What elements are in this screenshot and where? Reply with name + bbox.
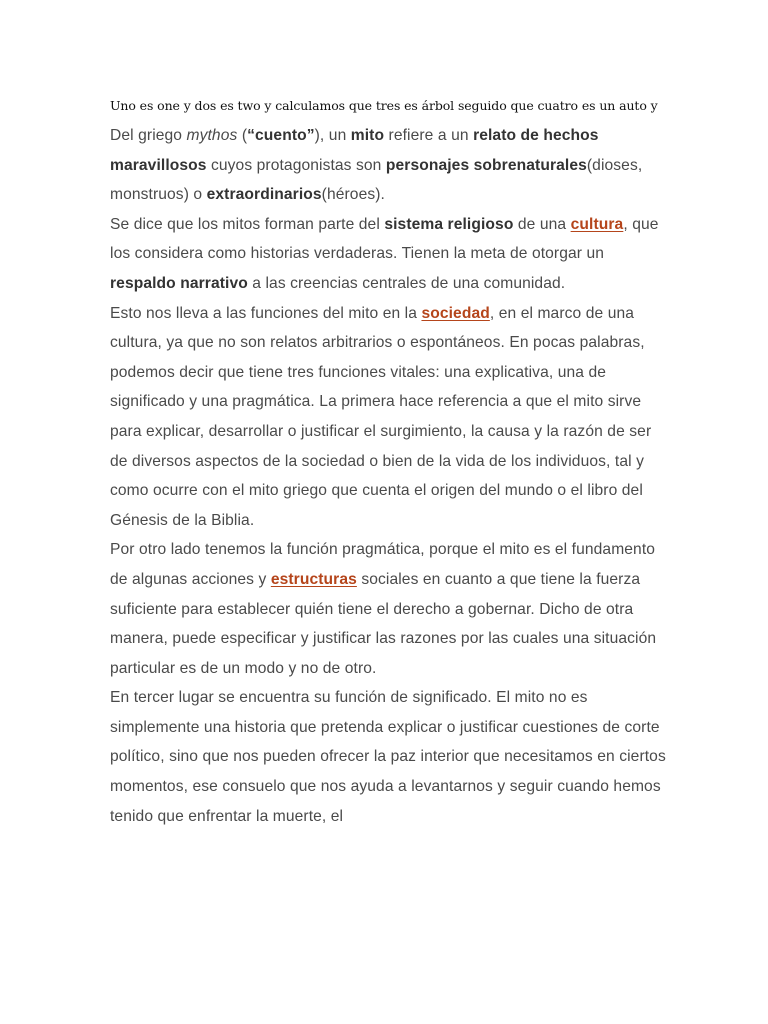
- paragraph-functions: [110, 299, 666, 536]
- text-span: , en el marco de una cultura, ya que no son relatos arbitrarios o espontáneos. En pocas palabras, podemos decir que tiene tres funciones vitales: una explicativa, una de significado y una pragmática. La primera hace referencia a que el mito sirve para explicar, desarrollar o justificar el surgimiento, la causa y la razón de ser de diversos aspectos de la sociedad o bien de la vida de los individuos, tal y como ocurre con el mito griego que cuenta el origen del mundo o el libro del Génesis de la Biblia.: [110, 304, 652, 529]
- text-span: sociales en cuanto a que tiene la fuerza suficiente para establecer quién tiene el derecho a gobernar. Dicho de otra manera, puede especificar y justificar las razones por las cuales una situación particular es de un modo y no de otro.: [110, 570, 657, 677]
- text-span: En tercer lugar se encuentra su función de significado. El mito no es simplemente una historia que pretenda explicar o justificar cuestiones de corte político, sino que nos pueden ofrecer la paz interior que necesitamos en ciertos momentos, ese consuelo que nos ayuda a levantarnos y seguir cuando hemos tenido que enfrentar la muerte, el: [110, 689, 666, 825]
- text-span: de una: [513, 215, 571, 233]
- term-relato: relato de hechos maravillosos: [110, 127, 599, 174]
- text-span: (dioses, monstruos) o: [110, 156, 643, 204]
- text-span: Se dice que los mitos forman parte del: [110, 215, 385, 233]
- text-span: cuyos protagonistas son: [206, 156, 386, 174]
- text-span: , que los considera como historias verdaderas. Tienen la meta de otorgar un: [110, 215, 659, 263]
- paragraph-pragmatic: [110, 535, 666, 683]
- term-extraordinarios: extraordinarios: [206, 186, 322, 204]
- paragraph-definition: [110, 121, 666, 210]
- text-span: refiere a un: [384, 127, 474, 144]
- text-span: Esto nos lleva a las funciones del mito en la: [110, 304, 422, 322]
- text-span: ), un: [314, 127, 351, 144]
- paragraph-meaning: [110, 683, 666, 831]
- term-personajes: personajes sobrenaturales: [385, 156, 587, 174]
- text-span: Del griego: [110, 127, 187, 144]
- text-span: Por otro lado tenemos la función pragmática, porque el mito es el fundamento de algunas acciones y: [110, 541, 656, 588]
- article-body: [110, 121, 666, 831]
- text-span: (héroes).: [321, 186, 385, 204]
- paragraph-religion: [110, 210, 666, 299]
- link-cultura[interactable]: cultura: [570, 215, 624, 233]
- text-span: (: [237, 127, 248, 144]
- term-respaldo-narrativo: respaldo narrativo: [110, 274, 248, 292]
- intro-line: Uno es one y dos es two y calculamos que tres es árbol seguido que cuatro es un auto y: [110, 98, 658, 113]
- term-cuento: “cuento”: [247, 127, 315, 144]
- text-span: a las creencias centrales de una comunidad.: [247, 274, 566, 292]
- link-estructuras[interactable]: estructuras: [270, 570, 357, 588]
- term-mythos: mythos: [186, 127, 238, 144]
- term-mito: mito: [350, 127, 385, 144]
- term-sistema-religioso: sistema religioso: [384, 215, 514, 233]
- link-sociedad[interactable]: sociedad: [421, 304, 490, 322]
